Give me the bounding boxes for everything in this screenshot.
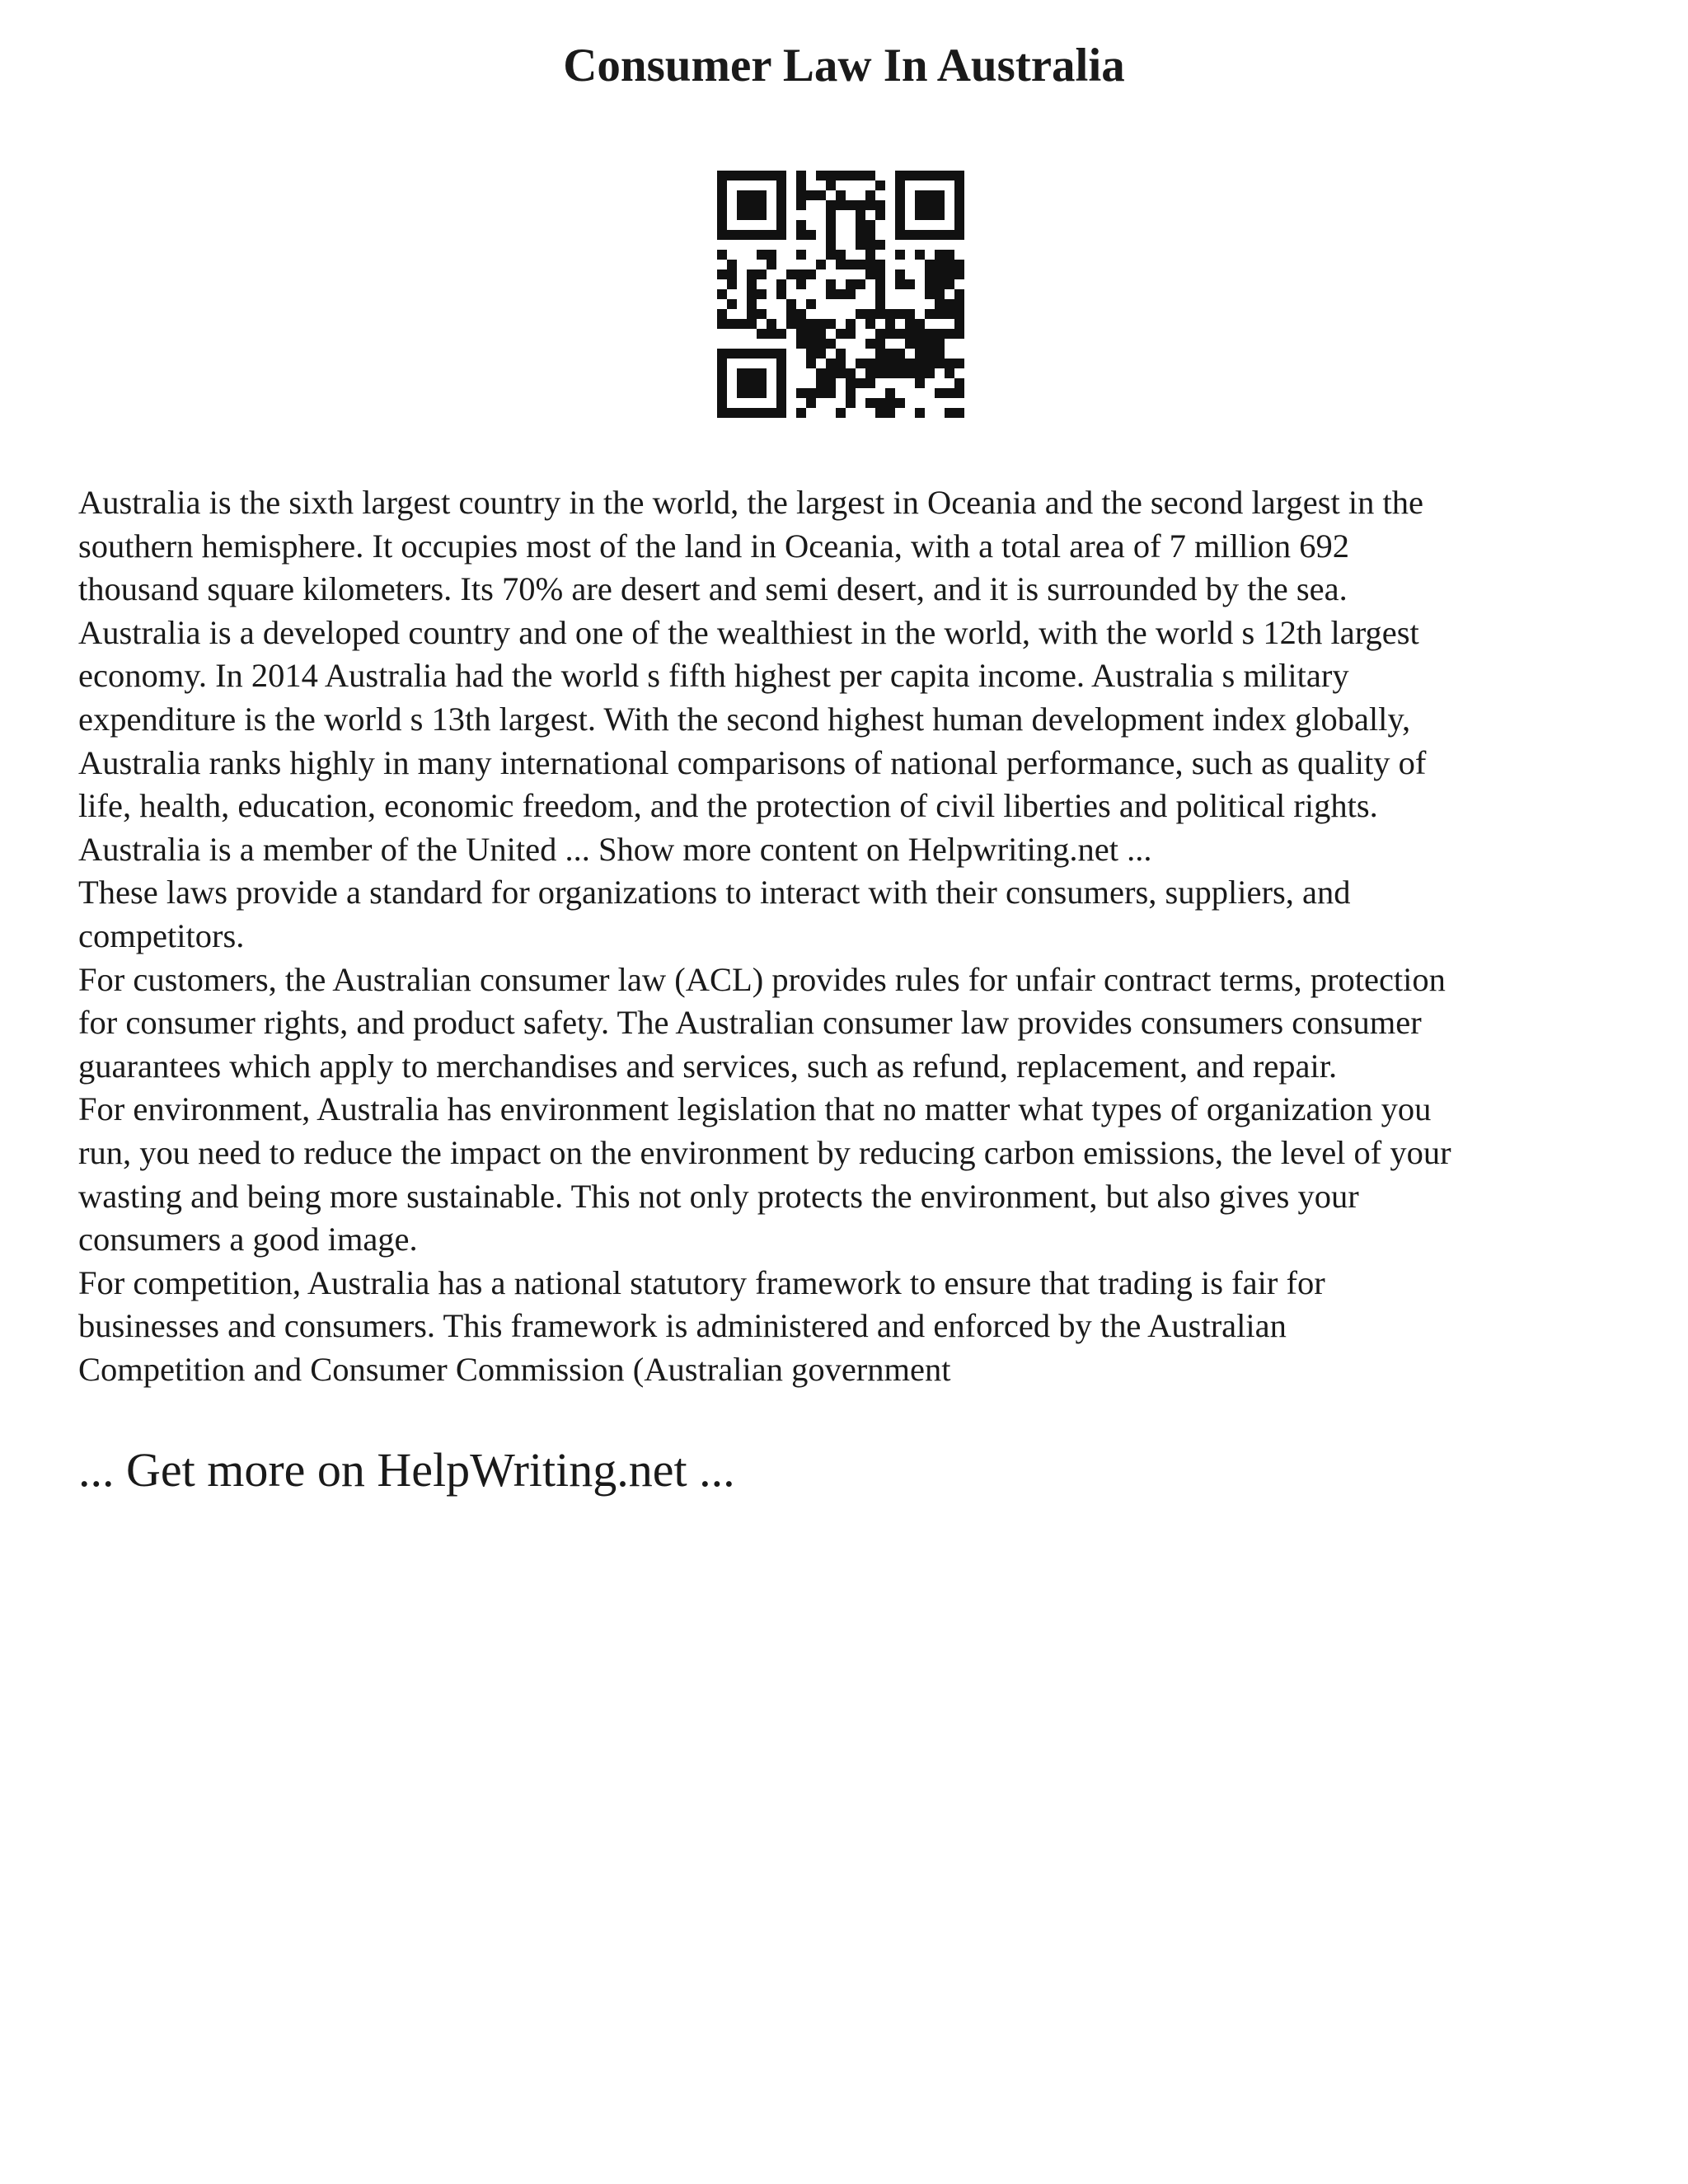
paragraph-line: Competition and Consumer Commission (Australian government <box>78 1350 951 1388</box>
paragraph-line: run, you need to reduce the impact on the environment by reducing carbon emissions, the level of your <box>78 1133 1451 1171</box>
page-title: Consumer Law In Australia <box>563 40 1125 91</box>
paragraph-line: businesses and consumers. This framework is administered and enforced by the Australian <box>78 1307 1287 1345</box>
article-body <box>78 481 1628 1391</box>
paragraph-line: economy. In 2014 Australia had the world s fifth highest per capita income. Australia s military <box>78 657 1349 695</box>
paragraph-line: These laws provide a standard for organizations to interact with their consumers, suppliers, and <box>78 874 1351 912</box>
paragraph-line: For competition, Australia has a national statutory framework to ensure that trading is fair for <box>78 1263 1325 1301</box>
qr-code-icon <box>717 171 964 418</box>
paragraph-line: For customers, the Australian consumer law (ACL) provides rules for unfair contract terms, protection <box>78 960 1446 998</box>
paragraph-line: competitors. <box>78 916 245 954</box>
paragraph-line: Australia is a developed country and one of the wealthiest in the world, with the world s 12th largest <box>78 613 1419 651</box>
paragraph-line: expenditure is the world s 13th largest. With the second highest human development index globally, <box>78 700 1411 738</box>
paragraph-line: wasting and being more sustainable. This not only protects the environment, but also gives your <box>78 1177 1359 1215</box>
paragraph-line: for consumer rights, and product safety. The Australian consumer law provides consumers consumer <box>78 1004 1422 1042</box>
paragraph-line: southern hemisphere. It occupies most of the land in Oceania, with a total area of 7 million 692 <box>78 527 1349 565</box>
paragraph-line: For environment, Australia has environment legislation that no matter what types of organization you <box>78 1090 1432 1128</box>
paragraph-line: guarantees which apply to merchandises and services, such as refund, replacement, and repair. <box>78 1047 1338 1085</box>
paragraph-line: Australia is the sixth largest country in the world, the largest in Oceania and the second largest in the <box>78 484 1423 521</box>
paragraph-line: Australia ranks highly in many international comparisons of national performance, such as quality of <box>78 743 1427 781</box>
paragraph-line: consumers a good image. <box>78 1221 418 1258</box>
paragraph-line: thousand square kilometers. Its 70% are desert and semi desert, and it is surrounded by the sea. <box>78 570 1348 608</box>
get-more-link[interactable]: ... Get more on HelpWriting.net ... <box>78 1443 735 1497</box>
paragraph-line: Australia is a member of the United ... Show more content on Helpwriting.net ... <box>78 830 1152 868</box>
paragraph-line: life, health, education, economic freedom, and the protection of civil liberties and political rights. <box>78 787 1378 825</box>
